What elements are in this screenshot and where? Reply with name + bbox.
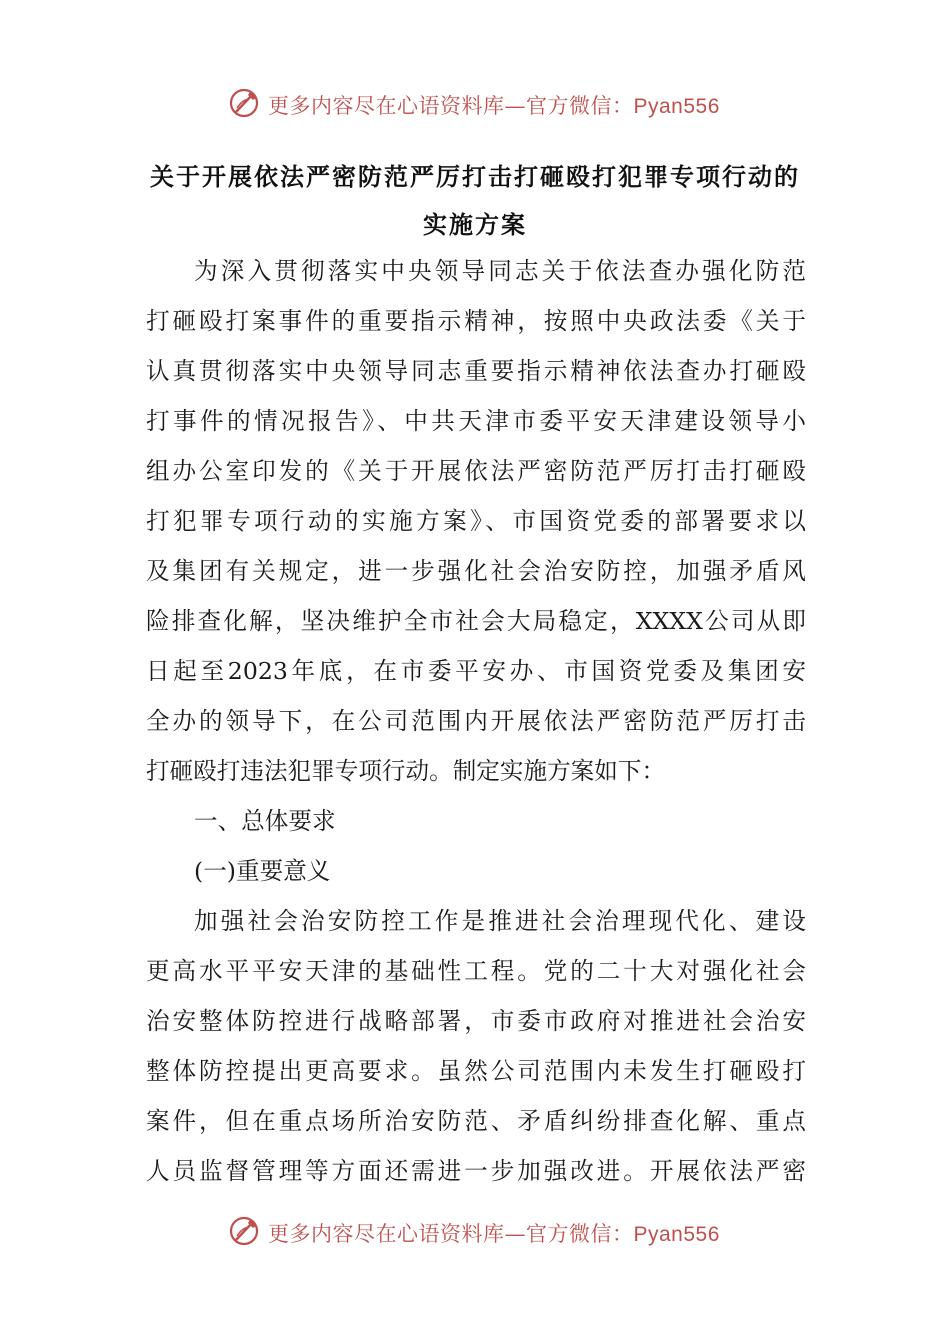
body-line: 人员监督管理等方面还需进一步加强改进。开展依法严密 (146, 1157, 806, 1185)
document-body (146, 246, 806, 1196)
subsection-heading: (一)重要意义 (194, 857, 331, 885)
body-line: 组办公室印发的《关于开展依法严密防范严厉打击打砸殴 (146, 457, 806, 485)
watermark-wechat-id: Pyan556 (633, 1223, 720, 1246)
body-line: 险排查化解，坚决维护全市社会大局稳定，XXXX公司从即 (146, 607, 806, 635)
body-line: 打犯罪专项行动的实施方案》、市国资党委的部署要求以 (146, 507, 806, 535)
body-line: 整体防控提出更高要求。虽然公司范围内未发生打砸殴打 (146, 1057, 806, 1085)
watermark-text (268, 90, 720, 120)
body-line: 打砸殴打案事件的重要指示精神，按照中央政法委《关于 (146, 307, 806, 335)
body-line: 打事件的情况报告》、中共天津市委平安天津建设领导小 (146, 407, 806, 435)
document-title-line-1: 关于开展依法严密防范严厉打击打砸殴打犯罪专项行动的 (150, 162, 800, 191)
body-line: 打砸殴打违法犯罪专项行动。制定实施方案如下： (146, 757, 666, 785)
body-line: 日起至2023年底，在市委平安办、市国资党委及集团安 (146, 657, 806, 685)
body-line: 及集团有关规定，进一步强化社会治安防控，加强矛盾风 (146, 557, 806, 585)
header-watermark (0, 84, 950, 124)
pen-logo-icon (228, 1214, 262, 1248)
watermark-wechat-id: Pyan556 (633, 95, 720, 118)
watermark-label: 更多内容尽在心语资料库—官方微信： (268, 1222, 634, 1246)
document-title-line-2: 实施方案 (423, 210, 527, 239)
body-line: 认真贯彻落实中央领导同志重要指示精神依法查办打砸殴 (146, 357, 806, 385)
body-line: 为深入贯彻落实中央领导同志关于依法查办强化防范 (194, 257, 806, 285)
body-line: 全办的领导下，在公司范围内开展依法严密防范严厉打击 (146, 707, 806, 735)
footer-watermark (0, 1212, 950, 1252)
body-line: 加强社会治安防控工作是推进社会治理现代化、建设 (194, 907, 806, 935)
watermark-text (268, 1218, 720, 1248)
body-line: 案件，但在重点场所治安防范、矛盾纠纷排查化解、重点 (146, 1107, 806, 1135)
pen-logo-icon (228, 86, 262, 120)
body-line: 治安整体防控进行战略部署，市委市政府对推进社会治安 (146, 1007, 806, 1035)
watermark-label: 更多内容尽在心语资料库—官方微信： (268, 94, 634, 118)
section-heading: 一、总体要求 (194, 807, 336, 835)
body-line: 更高水平平安天津的基础性工程。党的二十大对强化社会 (146, 957, 806, 985)
